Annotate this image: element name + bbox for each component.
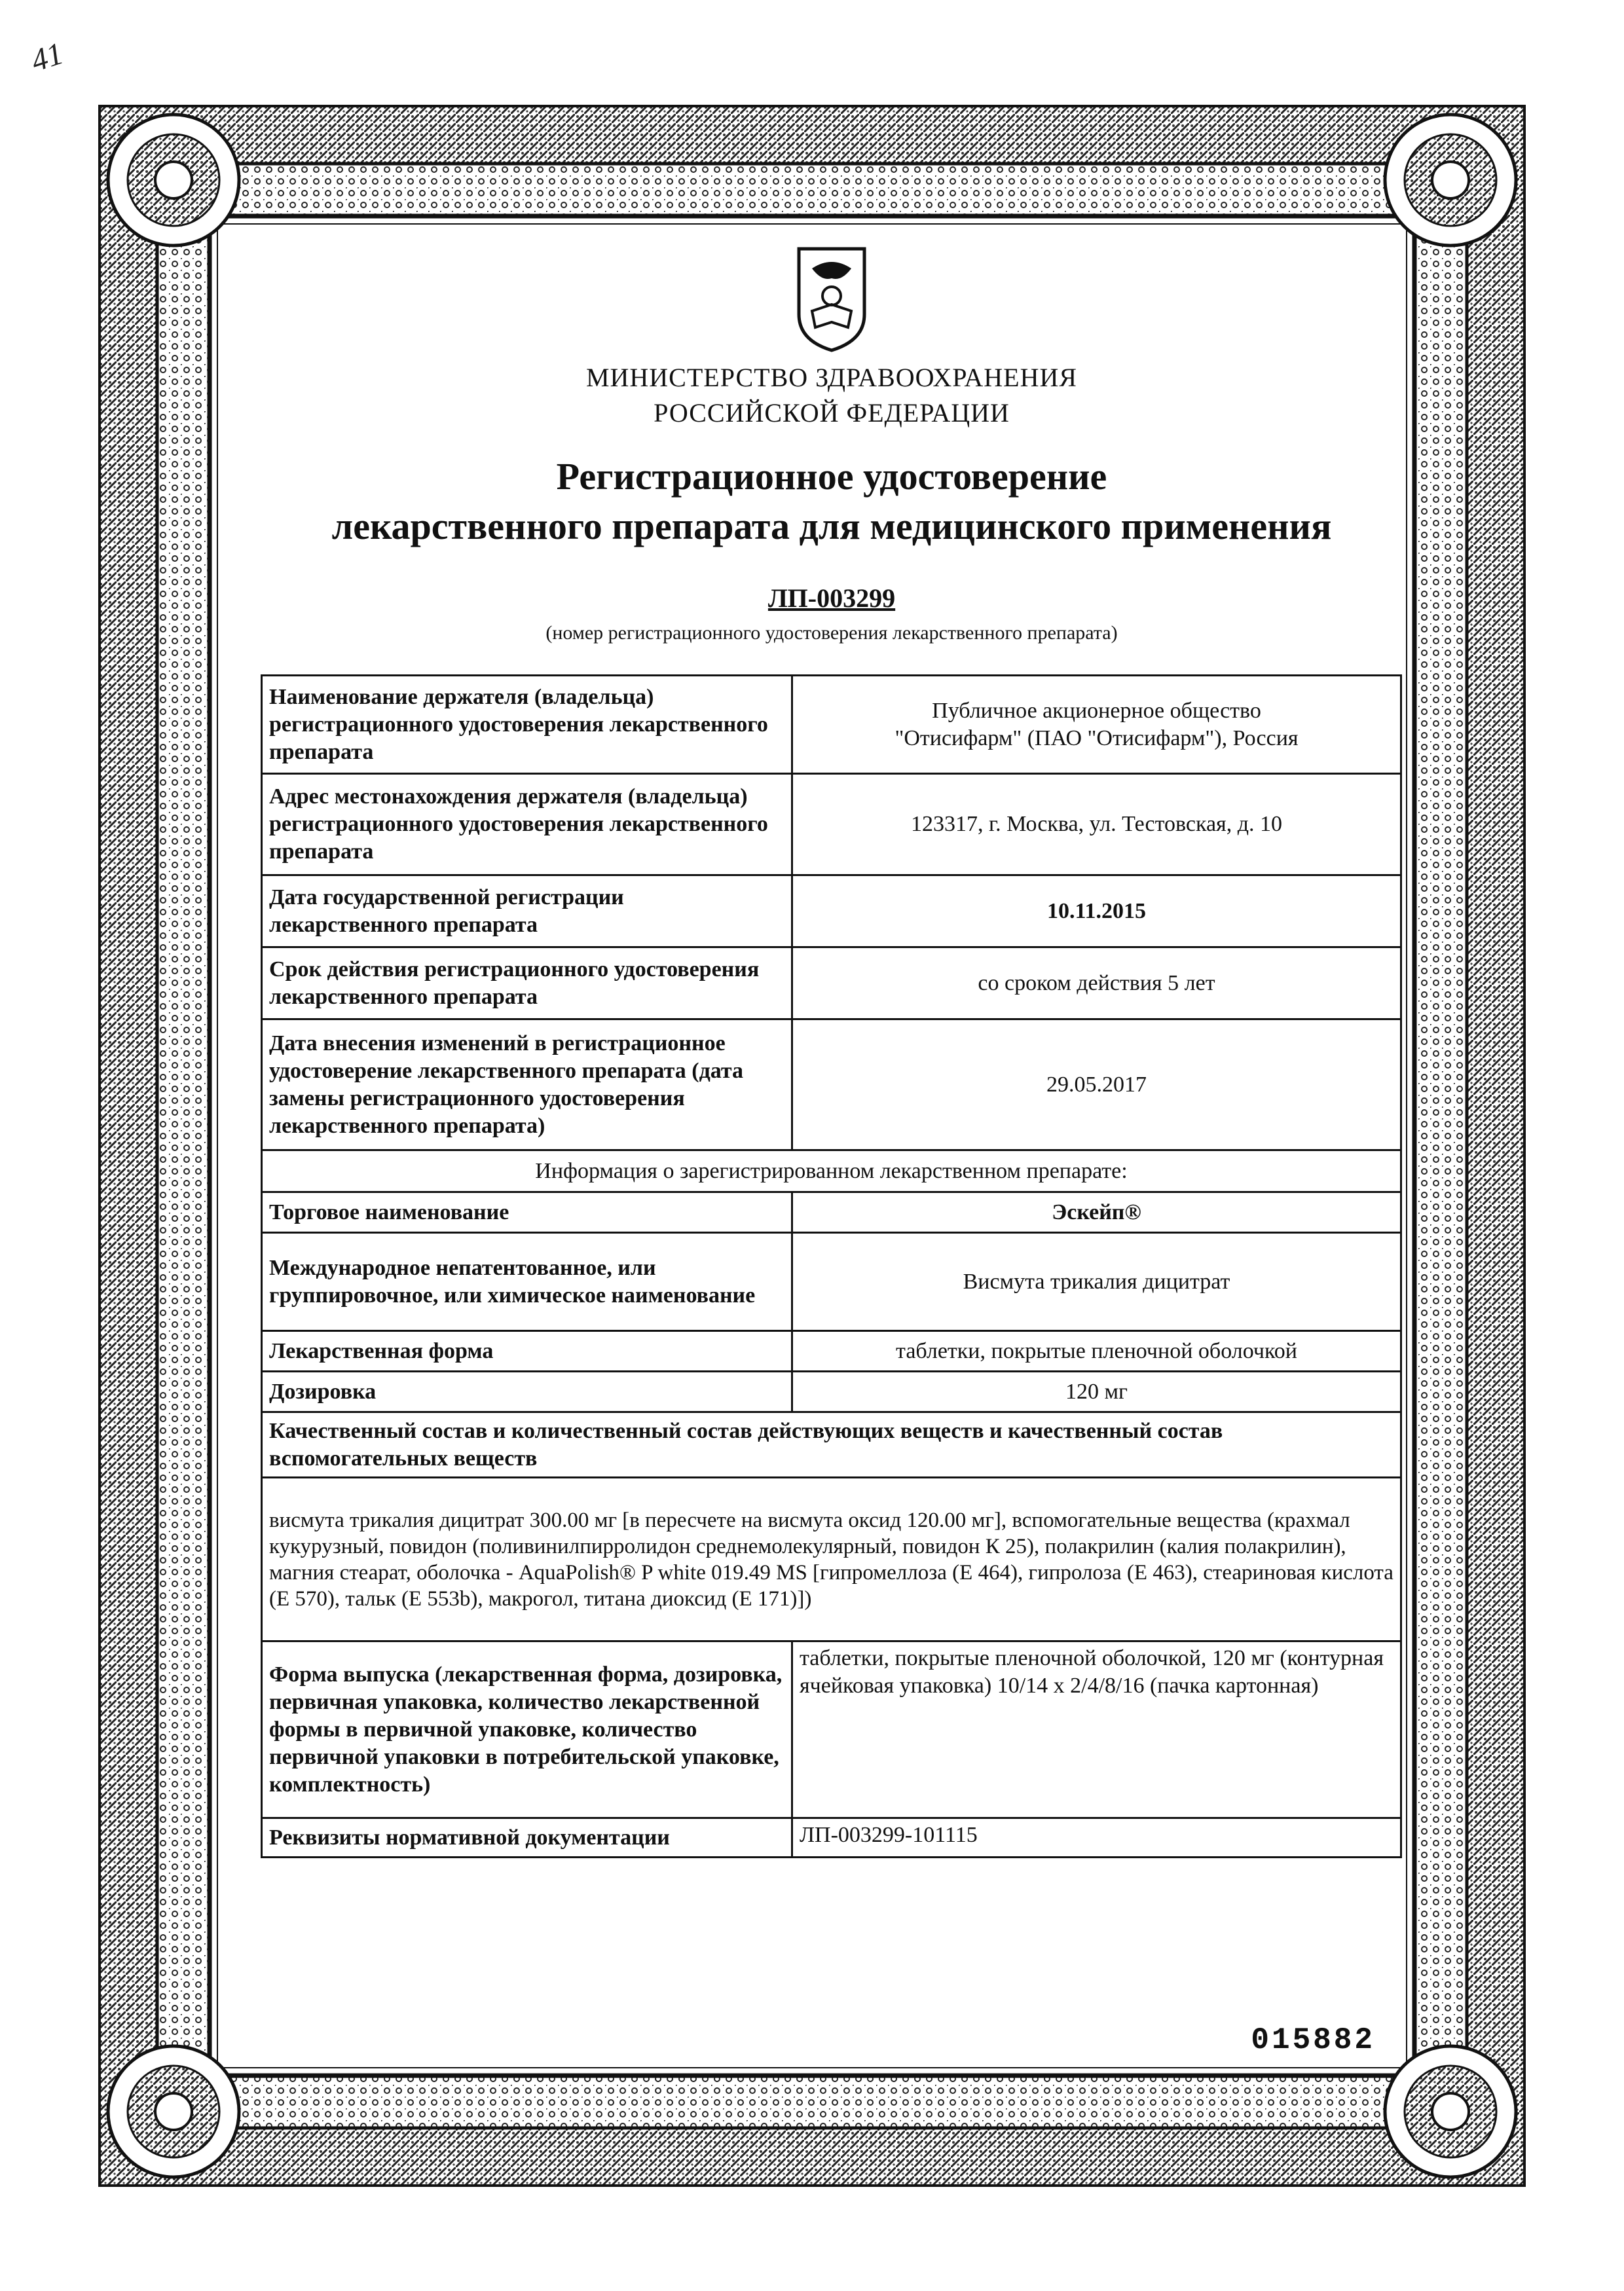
trade-name-value: Эскейп® bbox=[792, 1192, 1401, 1233]
composition-heading: Качественный состав и количественный состав действующих веществ и качественный состав вспомогательных веществ bbox=[262, 1412, 1401, 1478]
holder-value bbox=[792, 676, 1401, 774]
address-label: Адрес местонахождения держателя (владельца) регистрационного удостоверения лекарственного препарата bbox=[262, 774, 792, 875]
table-row bbox=[262, 1150, 1401, 1192]
table-row bbox=[262, 1331, 1401, 1372]
table-row bbox=[262, 1233, 1401, 1331]
trade-name-label: Торговое наименование bbox=[262, 1192, 792, 1233]
normative-value: ЛП-003299-101115 bbox=[792, 1818, 1401, 1858]
composition-text: висмута трикалия дицитрат 300.00 мг [в пересчете на висмута оксид 120.00 мг], вспомогательные вещества (крахмал кукурузный, повидон (поливинилпирролидон среднемолекулярный, повидон К 25), полакрилин (калия полакрилин), магния стеарат, оболочка - AquaPolish® P white 019.49 MS [гипромеллоза (Е 464), гипролоза (Е 463), стеариновая кислота (Е 570), тальк (Е 553b), макрогол, титана диоксид (Е 171)]) bbox=[262, 1478, 1401, 1641]
document-title bbox=[255, 452, 1408, 551]
table-row bbox=[262, 1192, 1401, 1233]
form-label: Лекарственная форма bbox=[262, 1331, 792, 1372]
ministry-line-1: МИНИСТЕРСТВО ЗДРАВООХРАНЕНИЯ bbox=[585, 363, 1078, 392]
table-row bbox=[262, 947, 1401, 1019]
address-value: 123317, г. Москва, ул. Тестовская, д. 10 bbox=[792, 774, 1401, 875]
holder-value-line-1: Публичное акционерное общество bbox=[932, 698, 1261, 723]
table-row bbox=[262, 1019, 1401, 1150]
registration-number: ЛП-003299 bbox=[767, 583, 896, 613]
certificate-content bbox=[255, 236, 1408, 2062]
table-row bbox=[262, 1818, 1401, 1858]
table-row bbox=[262, 1372, 1401, 1412]
validity-label: Срок действия регистрационного удостоверения лекарственного препарата bbox=[262, 947, 792, 1019]
reg-date-label: Дата государственной регистрации лекарственного препарата bbox=[262, 875, 792, 947]
inn-label: Международное непатентованное, или группировочное, или химическое наименование bbox=[262, 1233, 792, 1331]
reg-date-value: 10.11.2015 bbox=[792, 875, 1401, 947]
validity-value: со сроком действия 5 лет bbox=[792, 947, 1401, 1019]
changes-date-value: 29.05.2017 bbox=[792, 1019, 1401, 1150]
normative-label: Реквизиты нормативной документации bbox=[262, 1818, 792, 1858]
serial-number: 015882 bbox=[1251, 2023, 1375, 2057]
ministry-name bbox=[255, 360, 1408, 431]
document-title-line-2: лекарственного препарата для медицинского применения bbox=[331, 505, 1332, 547]
changes-date-label: Дата внесения изменений в регистрационное удостоверение лекарственного препарата (дата замены регистрационного удостоверения лекарственного препарата) bbox=[262, 1019, 792, 1150]
form-value: таблетки, покрытые пленочной оболочкой bbox=[792, 1331, 1401, 1372]
dosage-label: Дозировка bbox=[262, 1372, 792, 1412]
table-row bbox=[262, 1412, 1401, 1478]
registration-table bbox=[261, 674, 1402, 1858]
table-row bbox=[262, 1641, 1401, 1818]
ministry-line-2: РОССИЙСКОЙ ФЕДЕРАЦИИ bbox=[654, 398, 1010, 428]
coat-of-arms-icon bbox=[766, 242, 897, 354]
inn-value: Висмута трикалия дицитрат bbox=[792, 1233, 1401, 1331]
dosage-value: 120 мг bbox=[792, 1372, 1401, 1412]
table-row bbox=[262, 1478, 1401, 1641]
handwritten-margin-note: 41 bbox=[26, 35, 68, 79]
info-heading: Информация о зарегистрированном лекарственном препарате: bbox=[262, 1150, 1401, 1192]
table-row bbox=[262, 774, 1401, 875]
table-row bbox=[262, 676, 1401, 774]
package-value: таблетки, покрытые пленочной оболочкой, 120 мг (контурная ячейковая упаковка) 10/14 х 2/4/8/16 (пачка картонная) bbox=[792, 1641, 1401, 1818]
holder-value-line-2: "Отисифарм" (ПАО "Отисифарм"), Россия bbox=[895, 725, 1299, 750]
registration-number-caption: (номер регистрационного удостоверения лекарственного препарата) bbox=[545, 622, 1118, 644]
document-title-line-1: Регистрационное удостоверение bbox=[556, 455, 1107, 498]
holder-label: Наименование держателя (владельца) регистрационного удостоверения лекарственного препарата bbox=[262, 676, 792, 774]
table-row bbox=[262, 875, 1401, 947]
package-label: Форма выпуска (лекарственная форма, дозировка, первичная упаковка, количество лекарственной формы в первичной упаковке, количество первичной упаковки в потребительской упаковке, комплектность) bbox=[262, 1641, 792, 1818]
